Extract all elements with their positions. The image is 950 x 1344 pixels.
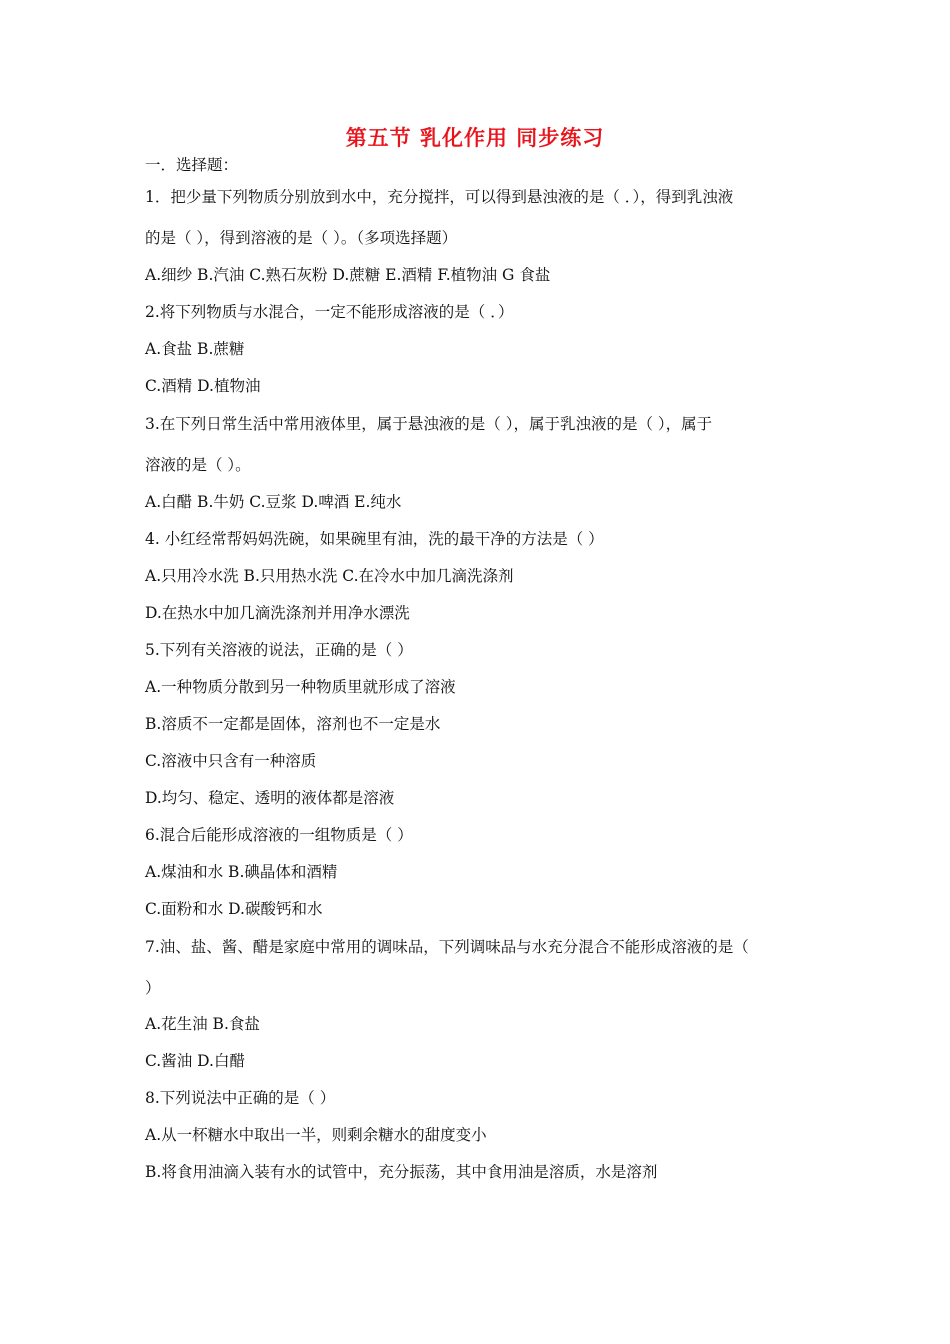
question-7-line-2: ）	[145, 979, 161, 997]
question-4-stem: 4. 小红经常帮妈妈洗碗，如果碗里有油，洗的最干净的方法是（ ）	[145, 530, 604, 548]
question-8-option-a: A.从一杯糖水中取出一半，则剩余糖水的甜度变小	[145, 1126, 487, 1144]
question-1-line-1: 1．把少量下列物质分别放到水中，充分搅拌，可以得到悬浊液的是（ ．），得到乳浊液	[145, 188, 734, 206]
question-5-option-d: D.均匀、稳定、透明的液体都是溶液	[145, 789, 395, 807]
question-7-options-cd: C.酱油 D.白醋	[145, 1052, 245, 1070]
section-heading: 一．选择题：	[145, 156, 239, 174]
question-2-options-cd: C.酒精 D.植物油	[145, 377, 261, 395]
question-1-options: A.细纱 B.汽油 C.熟石灰粉 D.蔗糖 E.酒精 F.植物油 G 食盐	[145, 266, 551, 284]
question-4-options-abc: A.只用冷水洗 B.只用热水洗 C.在冷水中加几滴洗涤剂	[145, 567, 514, 585]
question-6-options-cd: C.面粉和水 D.碳酸钙和水	[145, 900, 323, 918]
question-5-option-b: B.溶质不一定都是固体，溶剂也不一定是水	[145, 715, 441, 733]
question-2-options-ab: A.食盐 B.蔗糖	[145, 340, 245, 358]
question-6-options-ab: A.煤油和水 B.碘晶体和酒精	[145, 863, 338, 881]
question-3-options: A.白醋 B.牛奶 C.豆浆 D.啤酒 E.纯水	[145, 493, 402, 511]
question-5-option-a: A.一种物质分散到另一种物质里就形成了溶液	[145, 678, 456, 696]
question-7-line-1: 7.油、盐、酱、醋是家庭中常用的调味品，下列调味品与水充分混合不能形成溶液的是（	[145, 938, 749, 956]
question-1-line-2: 的是（ ），得到溶液的是（ ）。（多项选择题）	[145, 229, 458, 247]
question-3-line-1: 3.在下列日常生活中常用液体里，属于悬浊液的是（ ），属于乳浊液的是（ ），属于	[145, 415, 713, 433]
question-3-line-2: 溶液的是（ ）。	[145, 456, 251, 474]
question-6-stem: 6.混合后能形成溶液的一组物质是（ ）	[145, 826, 413, 844]
question-5-option-c: C.溶液中只含有一种溶质	[145, 752, 317, 770]
question-7-options-ab: A.花生油 B.食盐	[145, 1015, 260, 1033]
question-5-stem: 5.下列有关溶液的说法，正确的是（ ）	[145, 641, 413, 659]
question-8-option-b: B.将食用油滴入装有水的试管中，充分振荡，其中食用油是溶质，水是溶剂	[145, 1163, 658, 1181]
question-2-stem: 2.将下列物质与水混合，一定不能形成溶液的是（ ．）	[145, 303, 514, 321]
question-4-option-d: D.在热水中加几滴洗涤剂并用净水漂洗	[145, 604, 410, 622]
question-8-stem: 8.下列说法中正确的是（ ）	[145, 1089, 336, 1107]
document-title: 第五节 乳化作用 同步练习	[345, 125, 605, 150]
